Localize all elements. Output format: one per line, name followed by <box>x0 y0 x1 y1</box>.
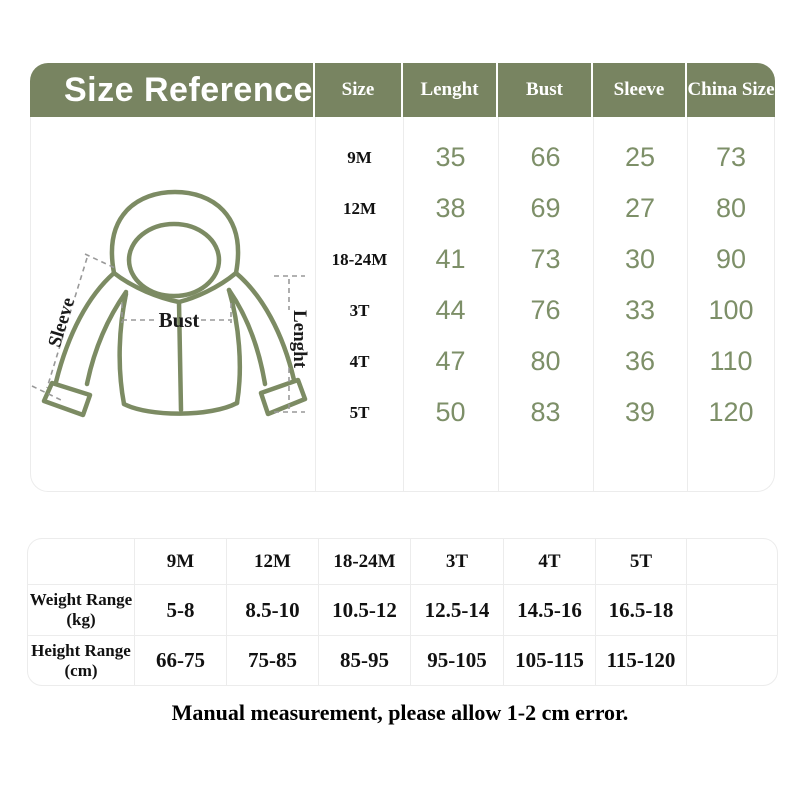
weight-value: 12.5-14 <box>411 585 504 636</box>
bust-value: 73 <box>530 244 561 274</box>
column-header-length: Lenght <box>403 63 498 117</box>
left-cuff <box>44 383 90 415</box>
weight-value: 5-8 <box>135 585 227 636</box>
hood-opening <box>129 224 219 296</box>
bust-value: 69 <box>530 193 561 223</box>
size-reference-card <box>30 63 775 492</box>
weight-value: 14.5-16 <box>504 585 596 636</box>
sleeve-value: 39 <box>624 397 656 427</box>
length-value: 50 <box>435 397 466 427</box>
column-header-china-size: China Size <box>687 63 775 117</box>
bust-value: 66 <box>530 142 561 172</box>
column-header-bust: Bust <box>498 63 593 117</box>
china-size-value: 73 <box>715 142 747 172</box>
left-body-seam <box>120 294 126 404</box>
size-row-label: 4T <box>349 351 370 371</box>
bust-value: 83 <box>530 397 561 427</box>
china-size-value: 110 <box>709 346 753 376</box>
sleeve-value: 25 <box>624 142 656 172</box>
china-size-value: 100 <box>708 295 754 325</box>
sleeve-label: Sleeve <box>44 295 80 350</box>
jacket-illustration <box>31 172 316 427</box>
column-header-sleeve: Sleeve <box>593 63 687 117</box>
bottom-header-18-24m: 18-24M <box>319 539 411 585</box>
weight-value: 16.5-18 <box>596 585 687 636</box>
size-row-label: 9M <box>347 147 372 167</box>
page-title: Size Reference <box>30 63 315 117</box>
size-row-label: 12M <box>342 198 377 218</box>
bust-label: Bust <box>158 308 200 332</box>
sleeve-value: 36 <box>624 346 656 376</box>
length-value: 44 <box>435 295 466 325</box>
weight-value: 10.5-12 <box>319 585 411 636</box>
bottom-header-9m: 9M <box>135 539 227 585</box>
weight-value: 8.5-10 <box>227 585 319 636</box>
sleeve-value: 33 <box>624 295 656 325</box>
weight-range-label: Weight Range (kg) <box>28 585 135 636</box>
china-size-value: 80 <box>715 193 747 223</box>
height-value: 85-95 <box>319 636 411 685</box>
length-value: 38 <box>435 193 466 223</box>
height-range-label: Height Range (cm) <box>28 636 135 685</box>
china-size-value: 90 <box>715 244 747 274</box>
height-value: 95-105 <box>411 636 504 685</box>
column-header-size: Size <box>315 63 403 117</box>
size-row-label: 3T <box>349 300 370 320</box>
size-row-label: 5T <box>349 402 370 422</box>
bottom-header-3t: 3T <box>411 539 504 585</box>
size-table-rows <box>316 117 775 438</box>
size-row-label: 18-24M <box>331 249 388 269</box>
length-value: 41 <box>435 244 466 274</box>
bottom-header-empty <box>687 539 777 585</box>
height-value-empty <box>687 636 777 685</box>
right-cuff <box>261 380 305 414</box>
size-table-header <box>30 63 775 117</box>
sleeve-value: 30 <box>624 244 656 274</box>
length-label: Lenght <box>289 309 310 369</box>
bust-value: 80 <box>530 346 561 376</box>
bottom-header-12m: 12M <box>227 539 319 585</box>
height-value: 66-75 <box>135 636 227 685</box>
collar-right <box>179 273 236 302</box>
height-value: 75-85 <box>227 636 319 685</box>
length-value: 35 <box>435 142 466 172</box>
right-sleeve-outer <box>236 273 294 380</box>
height-value: 115-120 <box>596 636 687 685</box>
weight-value-empty <box>687 585 777 636</box>
height-value: 105-115 <box>504 636 596 685</box>
corner-cell <box>28 539 135 585</box>
size-table-body <box>30 117 775 492</box>
measurement-note: Manual measurement, please allow 1-2 cm error. <box>171 700 629 725</box>
length-value: 47 <box>435 346 466 376</box>
sleeve-value: 27 <box>624 193 656 223</box>
china-size-value: 120 <box>708 397 754 427</box>
bottom-header-5t: 5T <box>596 539 687 585</box>
bottom-header-4t: 4T <box>504 539 596 585</box>
weight-height-table <box>27 538 778 686</box>
bust-value: 76 <box>530 295 561 325</box>
